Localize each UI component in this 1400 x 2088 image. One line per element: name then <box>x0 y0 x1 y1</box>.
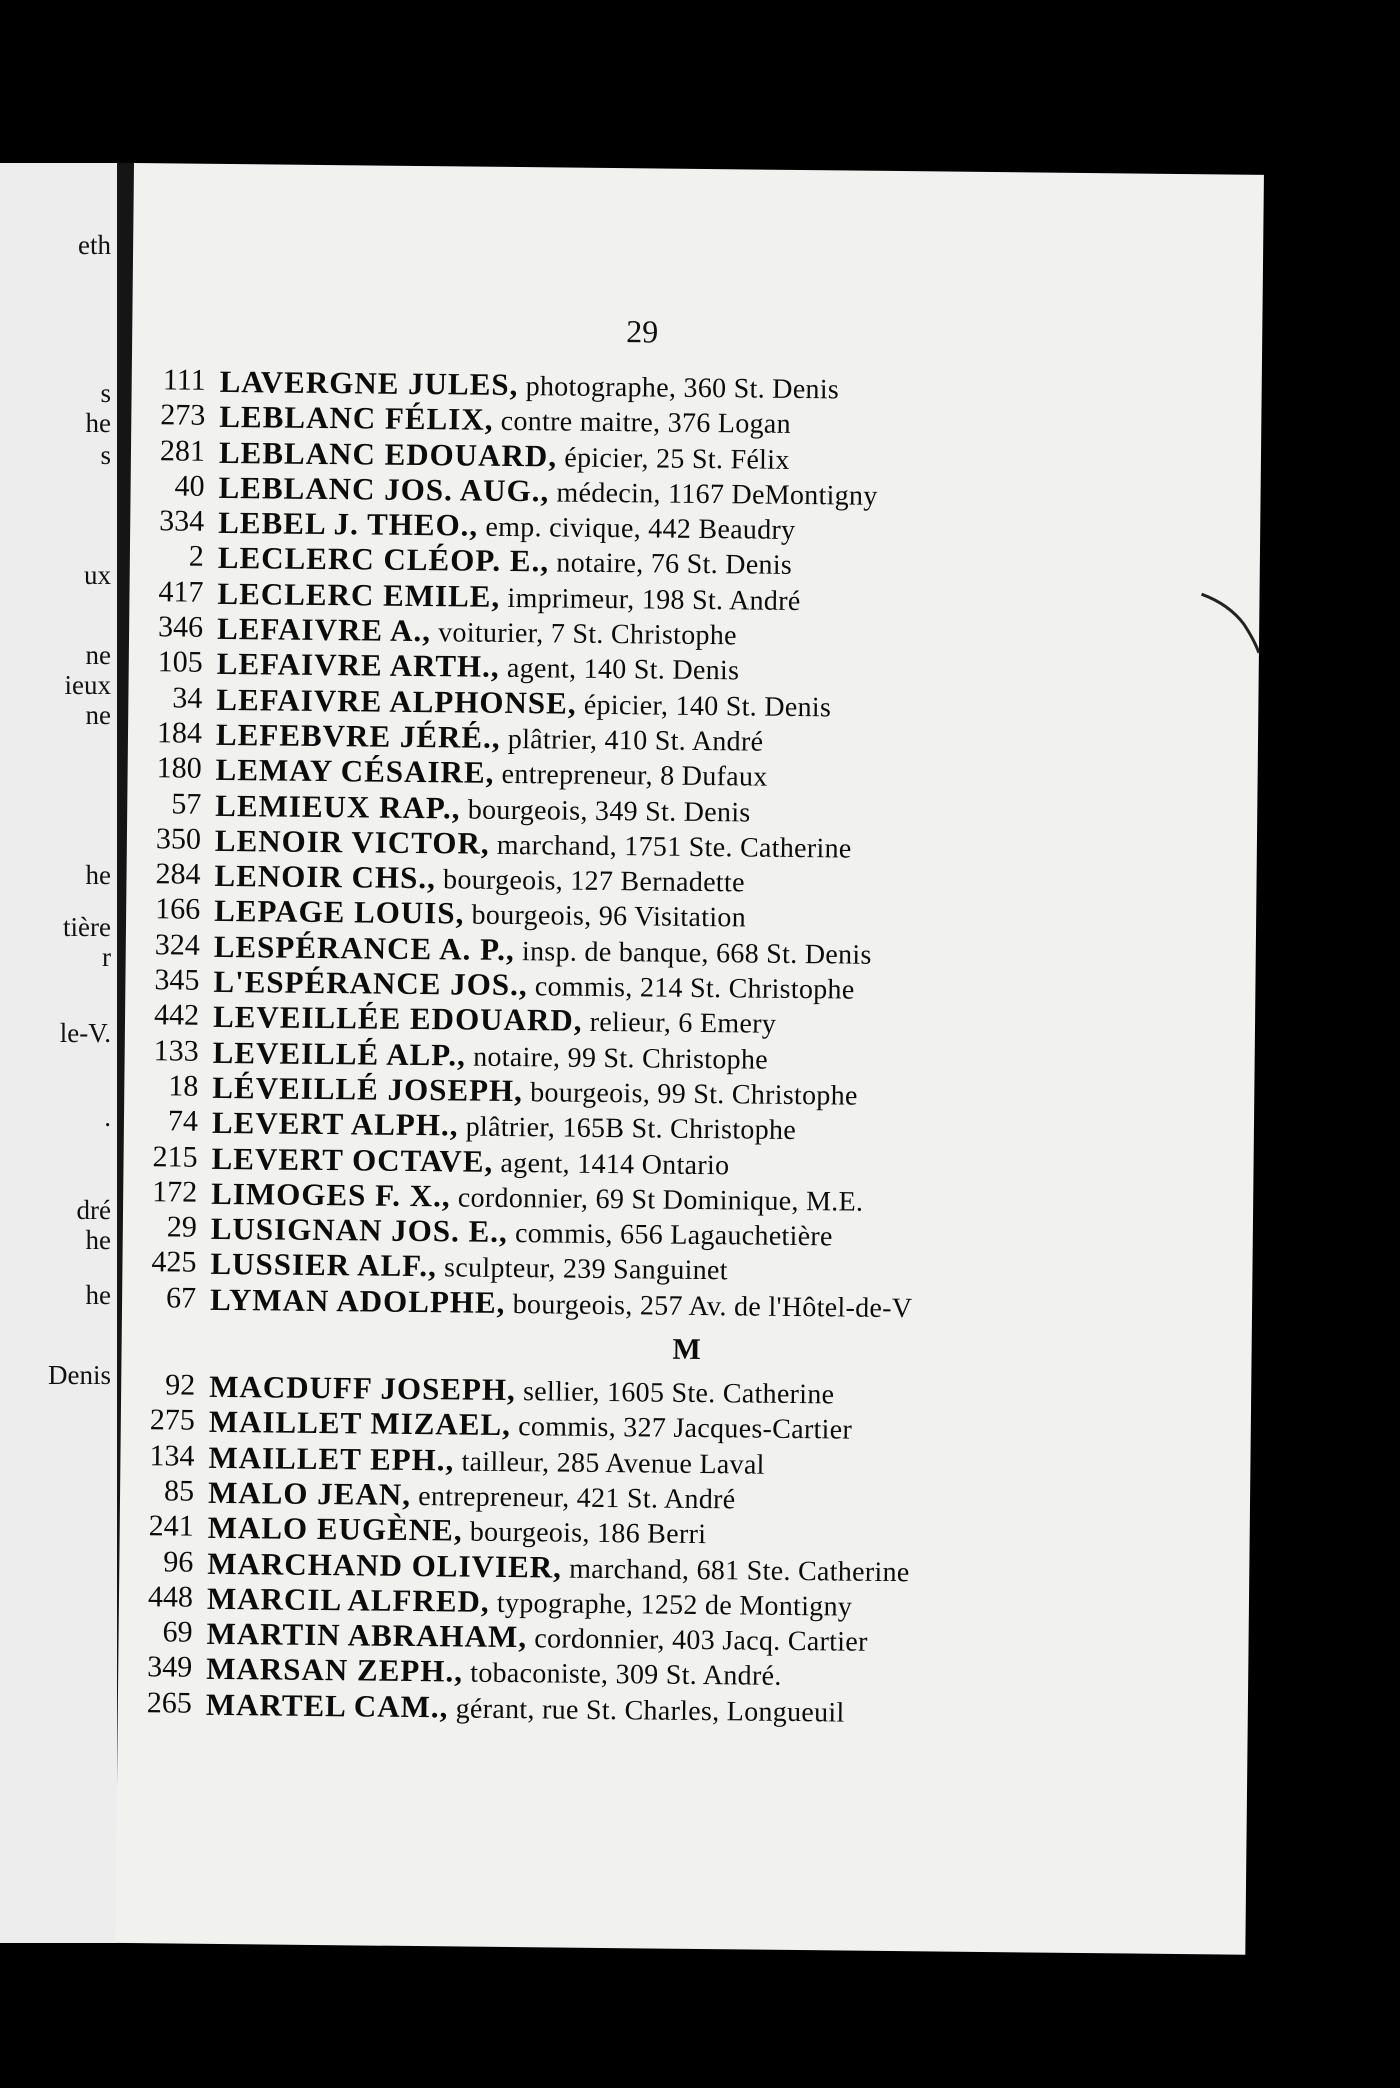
directory-page <box>115 163 1264 1955</box>
entry-number: 273 <box>160 398 206 433</box>
entry-name: MARCIL ALFRED, <box>206 1580 490 1619</box>
entry-details: sculpteur, 239 Sanguinet <box>436 1252 728 1287</box>
entry-details: marchand, 681 Ste. Catherine <box>561 1553 910 1588</box>
entry-details: insp. de banque, 668 St. Denis <box>514 935 872 971</box>
entry-details: tobaconiste, 309 St. André. <box>462 1657 782 1693</box>
entries-list <box>118 363 1242 1733</box>
entry-details: cordonnier, 403 Jacq. Cartier <box>526 1623 868 1658</box>
entry-details: entrepreneur, 421 St. André <box>410 1480 736 1516</box>
entry-number: 29 <box>166 1210 198 1244</box>
entry-name: LEBEL J. THEO., <box>218 505 479 543</box>
entry-details: bourgeois, 186 Berri <box>462 1516 707 1551</box>
left-page-fragment: r <box>102 942 111 972</box>
entry-details: épicier, 25 St. Félix <box>556 442 790 476</box>
entry-details: sellier, 1605 Ste. Catherine <box>515 1376 835 1411</box>
entry-name: LAVERGNE JULES, <box>219 363 519 403</box>
left-page-fragment: tière <box>63 912 111 942</box>
page-number: 29 <box>626 313 659 350</box>
left-page-fragment: ux <box>84 560 111 590</box>
entry-name: LUSSIER ALF., <box>210 1246 438 1284</box>
entry-details: emp. civique, 442 Beaudry <box>477 511 796 547</box>
entry-details: contre maitre, 376 Logan <box>493 406 792 441</box>
entry-details: médecin, 1167 DeMontigny <box>549 477 878 512</box>
entry-name: LEVERT ALPH., <box>211 1105 459 1143</box>
entry-name: LEBLANC JOS. AUG., <box>218 469 550 509</box>
entry-name: LECLERC EMILE, <box>217 575 501 614</box>
entry-number: 18 <box>168 1069 199 1103</box>
entry-number: 184 <box>156 716 203 750</box>
entry-details: plâtrier, 410 St. André <box>500 723 764 758</box>
entry-number: 442 <box>153 998 200 1033</box>
entry-number: 346 <box>157 610 204 644</box>
entry-number: 241 <box>148 1509 194 1543</box>
entry-number: 324 <box>154 928 200 962</box>
entry-number: 111 <box>162 363 206 397</box>
entry-name: LEVEILLÉE EDOUARD, <box>212 999 583 1039</box>
entry-name: LEFAIVRE A., <box>216 610 432 649</box>
entry-name: LEFAIVRE ARTH., <box>216 646 500 685</box>
left-page-fragment: he <box>85 408 111 438</box>
entry-name: MACDUFF JOSEPH, <box>209 1368 516 1408</box>
pen-mark <box>1199 574 1270 655</box>
entry-name: LUSIGNAN JOS. E., <box>210 1210 508 1250</box>
left-page-fragment: s <box>100 378 111 408</box>
entry-name: LEBLANC FÉLIX, <box>219 399 494 438</box>
entry-details: bourgeois, 96 Visitation <box>464 899 747 934</box>
entry-name: LECLERC CLÉOP. E., <box>217 540 550 579</box>
entry-details: photographe, 360 St. Denis <box>518 371 840 406</box>
entry-name: LEMAY CÉSAIRE, <box>215 752 495 791</box>
entry-number: 448 <box>147 1580 194 1614</box>
entry-details: plâtrier, 165B St. Christophe <box>458 1111 797 1147</box>
entry-details: commis, 656 Lagauchetière <box>507 1218 833 1253</box>
entry-name: LENOIR CHS., <box>214 858 437 896</box>
entry-name: LEPAGE LOUIS, <box>213 893 465 931</box>
entry-number: 105 <box>157 645 203 680</box>
entry-details: agent, 140 St. Denis <box>499 653 740 687</box>
entry-name: LEFEBVRE JÉRÉ., <box>215 716 501 755</box>
entry-number: 85 <box>163 1474 195 1508</box>
entry-details: agent, 1414 Ontario <box>493 1147 730 1181</box>
left-page-fragment: . <box>104 1102 111 1132</box>
entry-name: MALO JEAN, <box>207 1474 412 1512</box>
entry-number: 265 <box>146 1685 193 1720</box>
entry-number: 350 <box>155 822 202 856</box>
entry-name: LEFAIVRE ALPHONSE, <box>216 681 577 721</box>
entry-name: MAILLET MIZAEL, <box>208 1404 512 1443</box>
left-page-fragment: eth <box>78 230 111 260</box>
entry-number: 284 <box>155 857 201 891</box>
entry-number: 172 <box>152 1175 198 1209</box>
left-page-fragment: he <box>85 860 111 890</box>
left-page-fragment: ne <box>85 700 111 730</box>
left-page-fragment: he <box>85 1280 111 1310</box>
entry-name: LEBLANC EDOUARD, <box>218 434 558 474</box>
entry-name: LEVEILLÉ ALP., <box>212 1034 467 1073</box>
left-page-edge <box>0 163 117 1943</box>
entry-line <box>208 1510 707 1551</box>
entry-number: 57 <box>171 786 202 821</box>
entry-number: 215 <box>152 1139 198 1174</box>
entry-number: 2 <box>188 540 205 574</box>
entry-number: 92 <box>165 1368 196 1402</box>
entry-name: L'ESPÉRANCE JOS., <box>213 963 528 1003</box>
left-page-fragment: dré <box>76 1195 111 1225</box>
entry-details: entrepreneur, 8 Dufaux <box>494 759 768 793</box>
entry-name: LÉVEILLÉ JOSEPH, <box>212 1069 524 1109</box>
entry-number: 134 <box>149 1438 195 1473</box>
entry-number: 69 <box>162 1615 193 1649</box>
entry-line <box>206 1687 845 1730</box>
entry-name: LENOIR VICTOR, <box>214 822 490 861</box>
left-page-fragment: ieux <box>64 670 111 700</box>
entry-number: 67 <box>165 1281 197 1315</box>
entry-details: cordonnier, 69 St Dominique, M.E. <box>450 1182 864 1218</box>
entry-details: tailleur, 285 Avenue Laval <box>454 1446 765 1481</box>
entry-name: MAILLET EPH., <box>208 1439 455 1478</box>
entry-details: commis, 327 Jacques-Cartier <box>510 1411 853 1446</box>
entry-details: bourgeois, 99 St. Christophe <box>522 1077 858 1112</box>
left-page-fragment: he <box>85 1225 111 1255</box>
entry-details: relieur, 6 Emery <box>582 1007 777 1041</box>
entry-details: imprimeur, 198 St. André <box>500 582 801 617</box>
entry-name: LEMIEUX RAP., <box>215 787 461 826</box>
entry-name: LYMAN ADOLPHE, <box>209 1281 506 1320</box>
left-page-fragment: ne <box>85 640 111 670</box>
entry-number: 425 <box>151 1245 197 1280</box>
entry-number: 349 <box>147 1650 193 1685</box>
entry-details: bourgeois, 349 St. Denis <box>460 794 751 829</box>
entry-number: 334 <box>159 504 205 538</box>
left-page-fragment: Denis <box>48 1360 111 1390</box>
entry-number: 74 <box>167 1104 199 1138</box>
entry-details: marchand, 1751 Ste. Catherine <box>489 829 852 865</box>
entry-name: MARSAN ZEPH., <box>206 1651 464 1689</box>
entry-number: 417 <box>158 575 204 609</box>
entry-name: LIMOGES F. X., <box>211 1175 451 1214</box>
entry-number: 40 <box>174 469 205 503</box>
entry-name: LEVERT OCTAVE, <box>211 1140 494 1179</box>
entry-details: bourgeois, 127 Bernadette <box>435 864 745 899</box>
entry-number: 281 <box>159 433 206 468</box>
left-page-fragment: le-V. <box>59 1018 111 1048</box>
entry-details: épicier, 140 St. Denis <box>576 689 832 724</box>
entry-details: notaire, 76 St. Denis <box>548 547 793 582</box>
entry-number: 133 <box>153 1033 199 1068</box>
entry-name: MARCHAND OLIVIER, <box>207 1545 563 1585</box>
entry-details: bourgeois, 257 Av. de l'Hôtel-de-V <box>505 1288 913 1324</box>
entry-details: voiturier, 7 St. Christophe <box>430 617 738 652</box>
entry-details: commis, 214 St. Christophe <box>527 971 855 1006</box>
section-letter: M <box>672 1332 701 1367</box>
entry-details: gérant, rue St. Charles, Longueuil <box>448 1693 845 1729</box>
entry-number: 180 <box>156 751 202 786</box>
entry-number: 96 <box>163 1544 194 1579</box>
entry-details: notaire, 99 St. Christophe <box>465 1041 769 1076</box>
entry-name: MARTIN ABRAHAM, <box>206 1615 528 1655</box>
entry-name: MALO EUGÈNE, <box>207 1510 463 1548</box>
entry-number: 275 <box>149 1403 196 1438</box>
entry-number: 166 <box>155 892 201 927</box>
entry-name: MARTEL CAM., <box>205 1686 449 1725</box>
entry-number: 34 <box>172 681 203 715</box>
left-page-fragment: s <box>100 440 111 470</box>
entry-number: 345 <box>154 963 200 997</box>
entry-details: typographe, 1252 de Montigny <box>489 1587 853 1623</box>
entry-name: LESPÉRANCE A. P., <box>213 928 515 967</box>
